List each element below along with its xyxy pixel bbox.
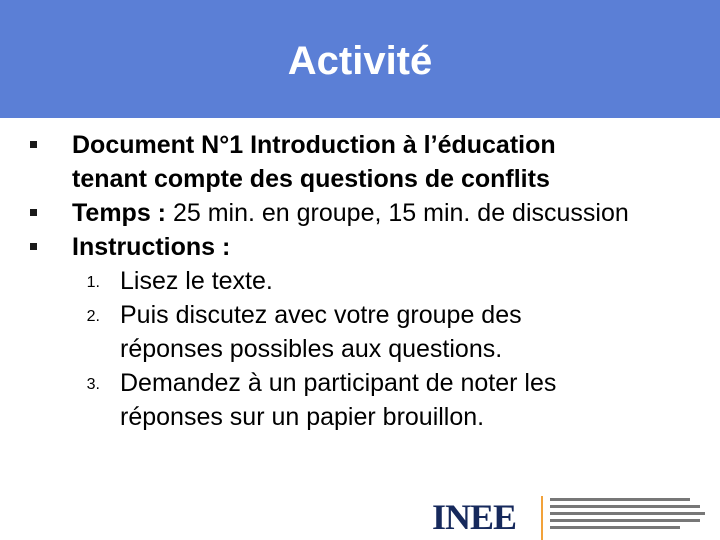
instruction-text: Lisez le texte.	[120, 267, 273, 295]
instruction-number: 2.	[86, 308, 100, 325]
instruction-text: Puis discutez avec votre groupe des réponses possibles aux questions.	[120, 301, 522, 363]
inee-logo	[430, 494, 720, 540]
bullet-document	[0, 128, 720, 196]
bullet-temps-label: Temps :	[72, 199, 166, 227]
bullet-temps-value: 25 min. en groupe, 15 min. de discussion	[166, 199, 629, 227]
instruction-item-1	[0, 264, 720, 298]
bullet-temps-text	[72, 196, 632, 230]
bullet-instructions-label: Instructions :	[72, 233, 231, 261]
instruction-number: 3.	[86, 376, 100, 393]
bullet-temps	[0, 196, 720, 230]
logo-wordmark: INEE	[432, 497, 517, 537]
instruction-text: Demandez à un participant de noter les réponses sur un papier brouillon.	[120, 369, 557, 431]
logo-divider	[541, 496, 543, 540]
square-bullet-icon	[30, 243, 37, 250]
instruction-item-2	[0, 298, 720, 366]
bullet-document-text: Document N°1 Introduction à l’éducation tenant compte des questions de conflits	[72, 131, 556, 193]
bullet-instructions	[0, 230, 720, 264]
bullet-instructions-text	[72, 230, 632, 264]
instruction-item-3	[0, 366, 720, 434]
slide-body	[0, 128, 720, 434]
square-bullet-icon	[30, 141, 37, 148]
square-bullet-icon	[30, 209, 37, 216]
slide-title: Activité	[287, 38, 433, 83]
logo-tagline-graphic	[550, 498, 705, 533]
instruction-number: 1.	[86, 274, 100, 291]
